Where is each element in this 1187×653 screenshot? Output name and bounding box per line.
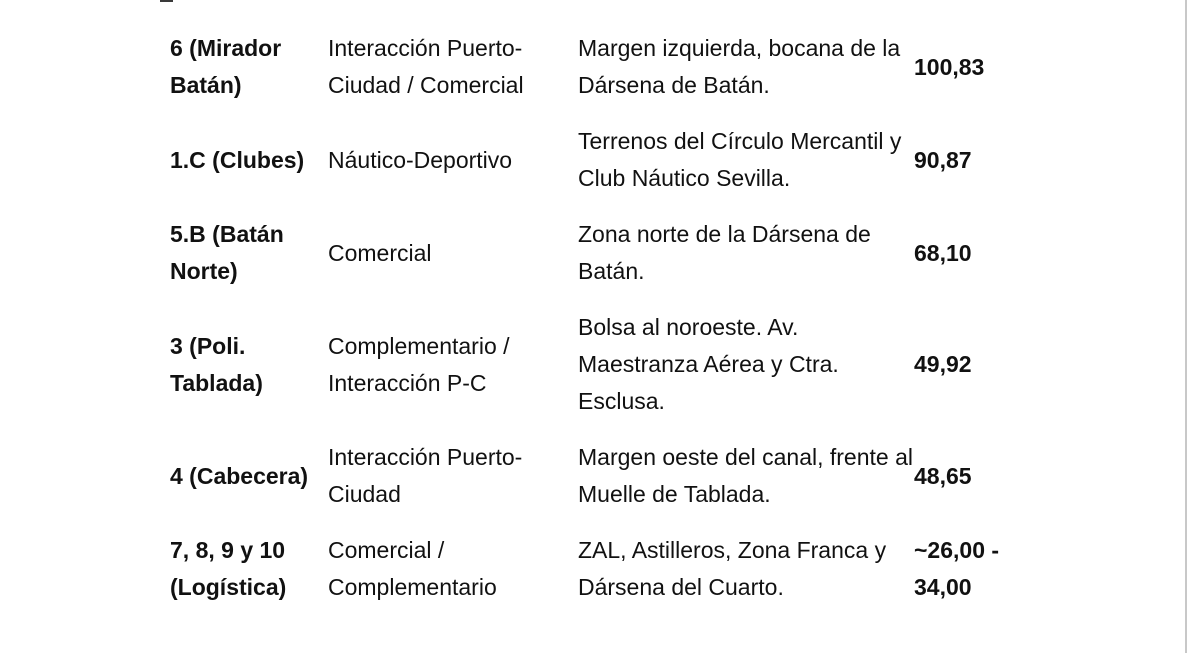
location-cell: Margen oeste del canal, frente al Muelle de Tablada. — [578, 444, 913, 507]
location-cell: ZAL, Astilleros, Zona Franca y Dársena del Cuarto. — [578, 537, 887, 600]
table-row — [170, 309, 1020, 420]
use-cell: Complementario / Interacción P-C — [328, 332, 510, 396]
page-corner-mark — [160, 0, 173, 2]
table-row — [170, 216, 1020, 290]
table-row — [170, 30, 1020, 104]
area-cell: ~26,00 - 34,00 — [914, 537, 1000, 600]
area-cell: 90,87 — [914, 146, 972, 173]
area-cell: 48,65 — [914, 462, 972, 489]
use-cell: Interacción Puerto-Ciudad / Comercial — [328, 35, 524, 98]
use-cell: Náutico-Deportivo — [328, 146, 513, 173]
zone-cell: 3 (Poli. Tablada) — [170, 332, 263, 396]
use-cell: Interacción Puerto-Ciudad — [328, 444, 523, 507]
use-cell: Comercial — [328, 239, 432, 266]
zone-cell: 4 (Cabecera) — [170, 462, 309, 489]
location-cell: Margen izquierda, bocana de la Dársena de Batán. — [578, 35, 901, 98]
zone-cell: 5.B (Batán Norte) — [170, 221, 284, 284]
location-cell: Zona norte de la Dársena de Batán. — [578, 221, 871, 284]
table-row — [170, 123, 1020, 197]
location-cell: Terrenos del Círculo Mercantil y Club Náutico Sevilla. — [578, 128, 902, 191]
location-cell: Bolsa al noroeste. Av. Maestranza Aérea y Ctra. Esclusa. — [578, 314, 839, 414]
zones-table — [170, 30, 1020, 625]
zone-cell: 7, 8, 9 y 10 (Logística) — [170, 537, 287, 600]
area-cell: 49,92 — [914, 351, 972, 377]
table-row — [170, 439, 1020, 513]
zone-cell: 1.C (Clubes) — [170, 146, 305, 173]
table-row — [170, 532, 1020, 606]
use-cell: Comercial / Complementario — [328, 537, 497, 600]
zone-cell: 6 (Mirador Batán) — [170, 35, 282, 98]
area-cell: 68,10 — [914, 239, 972, 266]
area-cell: 100,83 — [914, 53, 985, 80]
